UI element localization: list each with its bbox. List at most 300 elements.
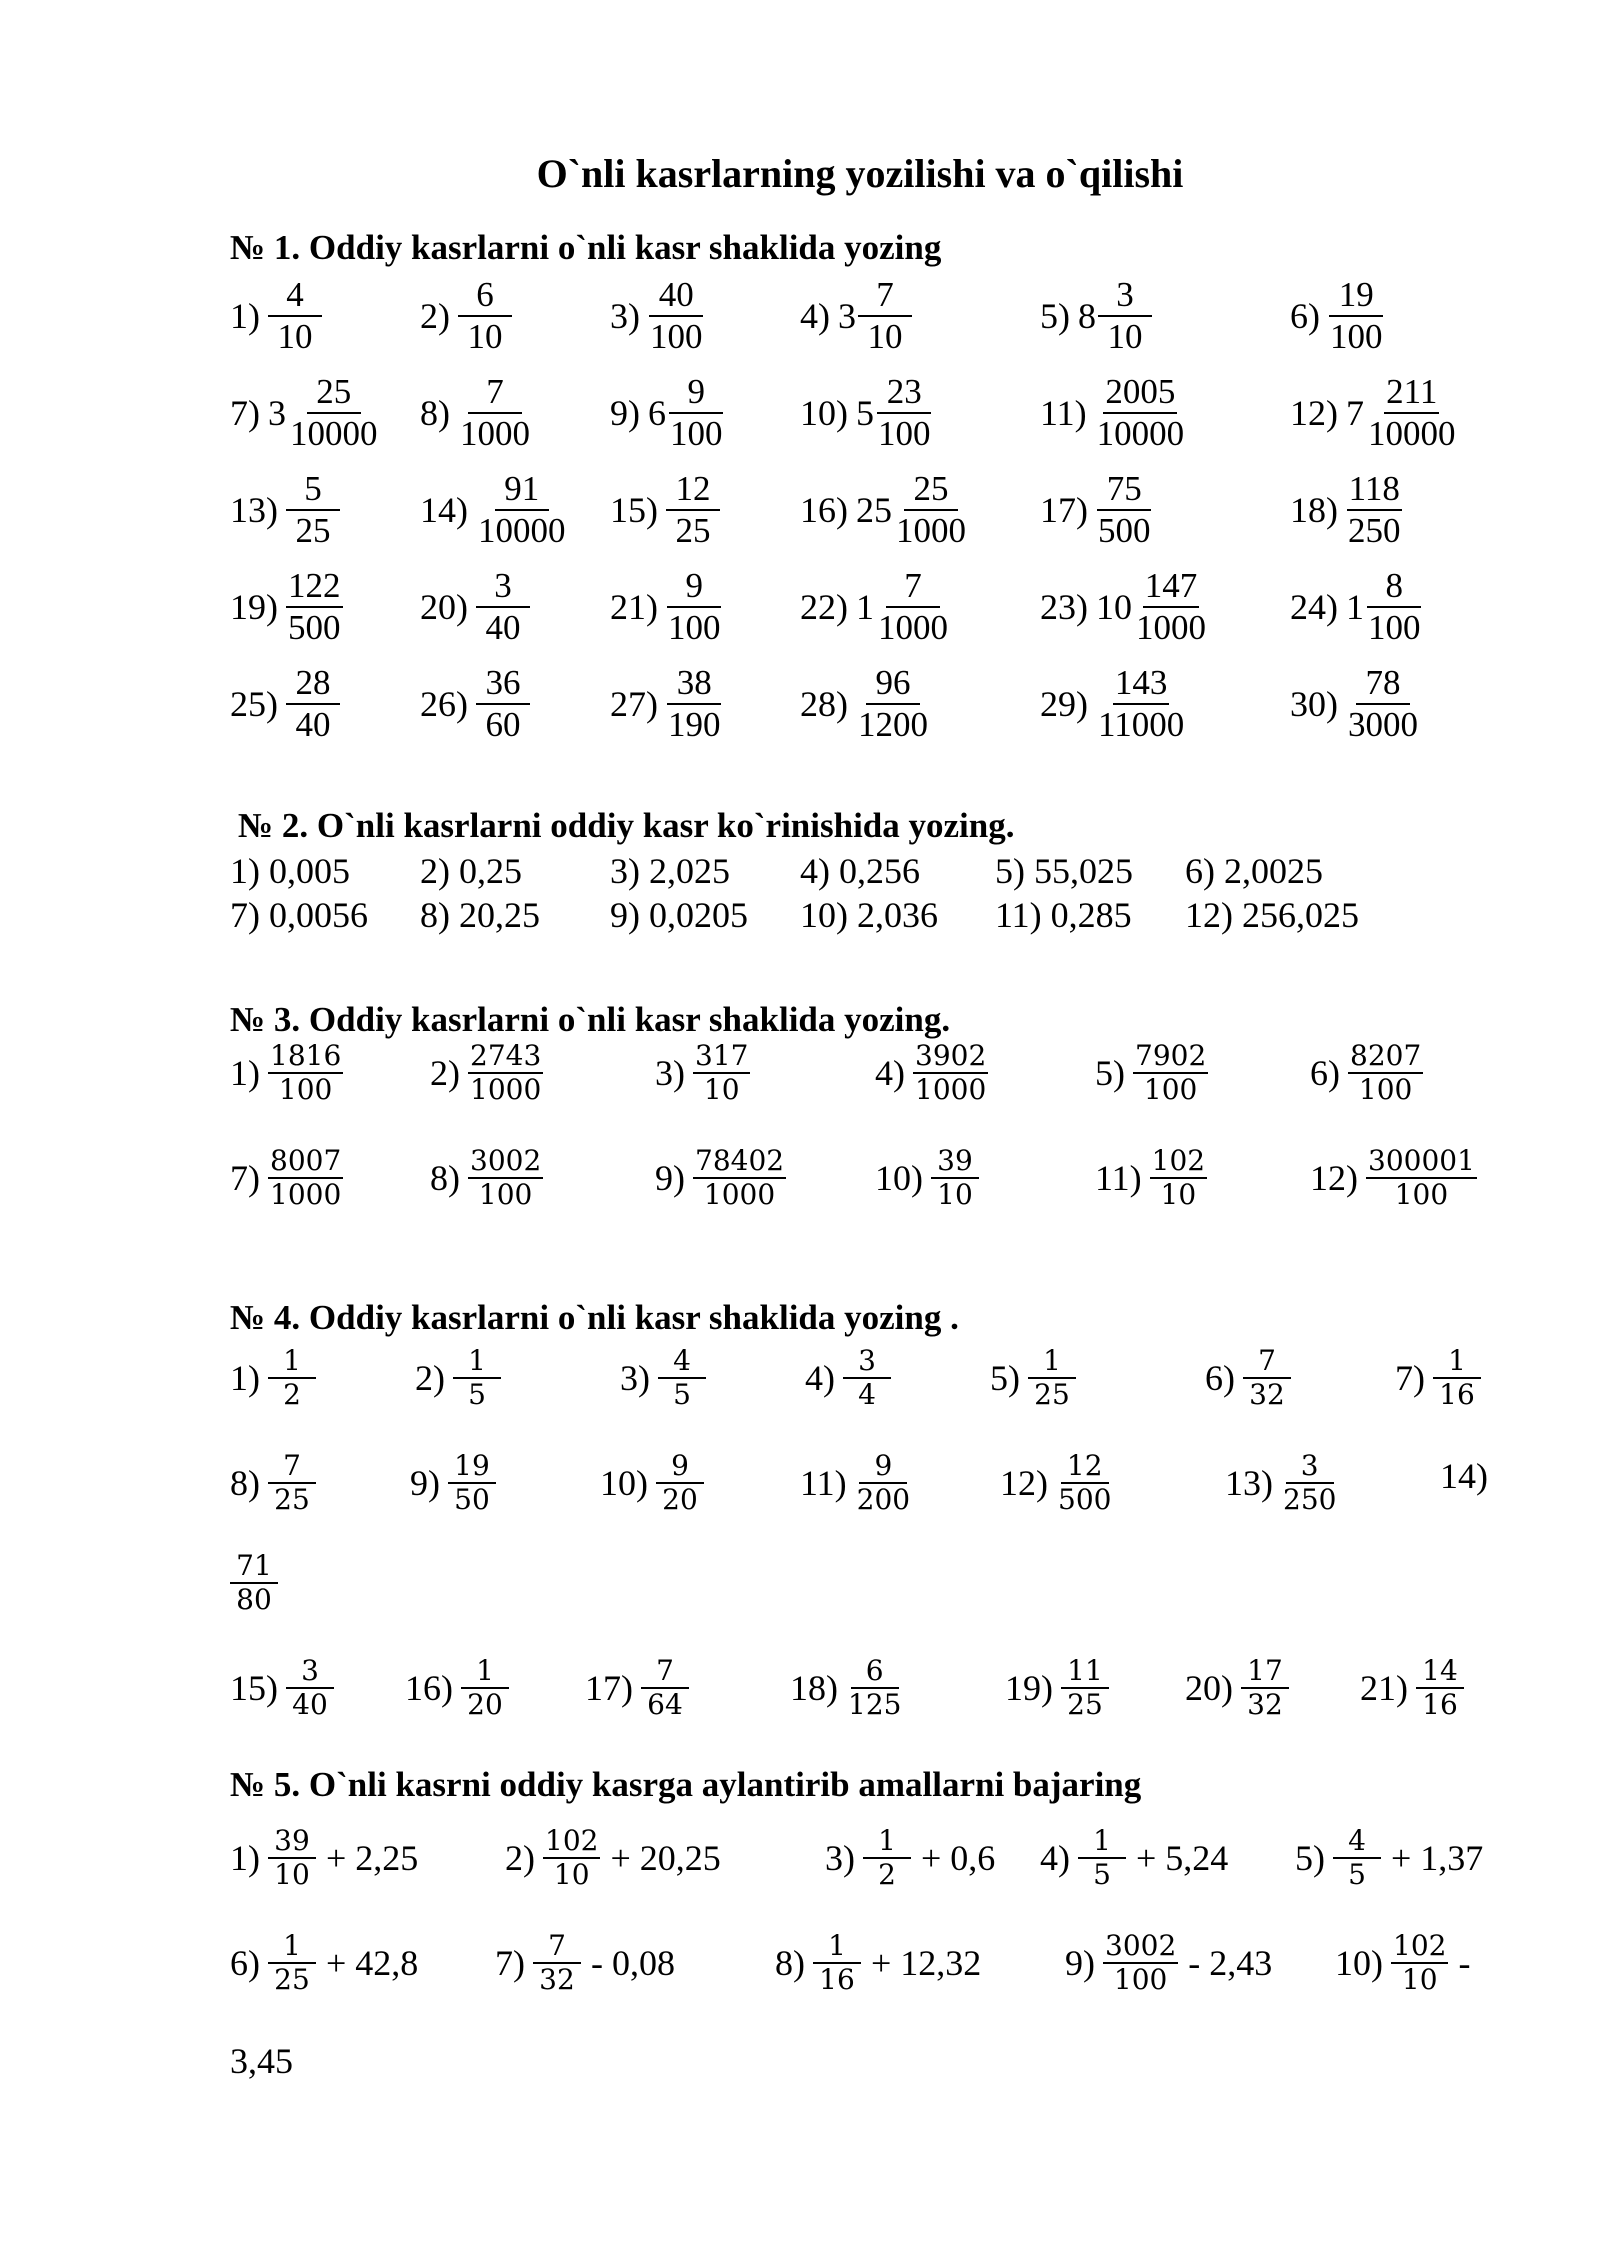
fraction: [1366, 1145, 1477, 1211]
denominator: 40: [295, 705, 331, 745]
numerator: 1: [1028, 1345, 1076, 1379]
item-number: 9): [1065, 1943, 1095, 1984]
item-number: 5): [1295, 1838, 1325, 1879]
item-number: 20): [420, 587, 468, 628]
fraction: [268, 1145, 343, 1211]
fraction: [268, 1450, 316, 1516]
item-number: 1): [230, 1053, 260, 1094]
exercise-item: [1205, 1345, 1291, 1411]
exercise-item: [875, 1040, 988, 1106]
denominator: 5: [468, 1378, 486, 1412]
item-number: 6): [1290, 296, 1320, 337]
decimal-item: 5) 55,025: [995, 851, 1133, 891]
denominator: 16: [1422, 1688, 1458, 1722]
operation: - 2,43: [1188, 1943, 1273, 1984]
fraction: [476, 566, 530, 649]
fraction: [476, 663, 530, 746]
denominator: 3000: [1348, 705, 1418, 745]
item-number: 13): [1225, 1463, 1273, 1504]
numerator: 40: [649, 275, 703, 317]
numerator: 143: [1113, 663, 1170, 705]
item-number: 20): [1185, 1668, 1233, 1709]
denominator: 25: [295, 511, 331, 551]
exercise-item: [1290, 275, 1385, 358]
exercise-item: [800, 372, 933, 455]
exercise-item: [495, 1930, 675, 1996]
numerator: 78: [1356, 663, 1410, 705]
exercise-item: [800, 1450, 912, 1516]
fraction: [856, 663, 930, 746]
denominator: 20: [662, 1483, 698, 1517]
fraction: [458, 372, 532, 455]
item-number: 27): [610, 684, 658, 725]
numerator: 3002: [1103, 1930, 1178, 1964]
numerator: 6: [851, 1655, 899, 1689]
fraction: [448, 1450, 496, 1516]
operation: -: [1458, 1943, 1471, 1984]
exercise-item: [230, 566, 343, 649]
fraction: [286, 566, 343, 649]
denominator: 10000: [1096, 414, 1185, 454]
fraction: [1281, 1450, 1338, 1516]
item-number: 21): [610, 587, 658, 628]
operation: + 1,37: [1391, 1838, 1484, 1879]
item-number: 15): [230, 1668, 278, 1709]
exercise-item: [1290, 372, 1458, 455]
exercise-item: [1225, 1450, 1338, 1516]
exercise-item: [585, 1655, 689, 1721]
numerator: 7: [468, 372, 522, 414]
fraction: [656, 1450, 704, 1516]
numerator: 3002: [468, 1145, 543, 1179]
numerator: 1: [453, 1345, 501, 1379]
fraction: [846, 1655, 903, 1721]
fraction: [453, 1345, 501, 1411]
denominator: 25: [1034, 1378, 1070, 1412]
denominator: 5: [1093, 1858, 1111, 1892]
denominator: 250: [1348, 511, 1401, 551]
fraction: [543, 1825, 600, 1891]
decimal-item: 4) 0,256: [800, 851, 920, 891]
item-number: 12): [1290, 393, 1338, 434]
item-number: 7): [230, 1158, 260, 1199]
denominator: 10: [1107, 317, 1143, 357]
item-number: 15): [610, 490, 658, 531]
item-number: 7): [495, 1943, 525, 1984]
item-number: 3): [620, 1358, 650, 1399]
item-number: 10): [800, 393, 848, 434]
decimal-item: 2) 0,25: [420, 851, 522, 891]
fraction: [876, 566, 950, 649]
exercise-item: [230, 1930, 418, 1996]
denominator: 16: [1439, 1378, 1475, 1412]
fraction: [1028, 1345, 1076, 1411]
denominator: 500: [288, 608, 341, 648]
item-number: 10): [600, 1463, 648, 1504]
numerator: 7: [268, 1450, 316, 1484]
denominator: 100: [650, 317, 703, 357]
denominator: 100: [1113, 1963, 1168, 1997]
exercise-item: [230, 663, 340, 746]
item-number: 16): [405, 1668, 453, 1709]
fraction: [230, 1550, 278, 1616]
numerator: 12: [666, 469, 720, 511]
denominator: 1000: [915, 1073, 987, 1107]
whole-part: 5: [856, 393, 874, 434]
fraction: [533, 1930, 581, 1996]
fraction: [693, 1145, 786, 1211]
item-number: 3): [610, 296, 640, 337]
item-number: 5): [1040, 296, 1070, 337]
denominator: 1200: [858, 705, 928, 745]
fraction: [268, 1825, 316, 1891]
item-number: 12): [1310, 1158, 1358, 1199]
item-number: 22): [800, 587, 848, 628]
denominator: 100: [1358, 1073, 1413, 1107]
item-number: 4): [800, 296, 830, 337]
denominator: 20: [467, 1688, 503, 1722]
whole-part: 10: [1096, 587, 1132, 628]
exercise-item: [610, 566, 723, 649]
whole-part: 3: [838, 296, 856, 337]
numerator: 5: [286, 469, 340, 511]
numerator: 7: [886, 566, 940, 608]
exercise-item: [790, 1655, 903, 1721]
denominator: 500: [1058, 1483, 1112, 1517]
item-number: 14): [1440, 1456, 1488, 1496]
numerator: 1: [461, 1655, 509, 1689]
item-number: 29): [1040, 684, 1088, 725]
fraction: [1098, 275, 1152, 358]
numerator: 3902: [913, 1040, 988, 1074]
fraction: [1366, 372, 1458, 455]
numerator: 300001: [1366, 1145, 1477, 1179]
numerator: 1: [1433, 1345, 1481, 1379]
exercise-item: [655, 1040, 750, 1106]
item-number: 28): [800, 684, 848, 725]
fraction: [693, 1040, 750, 1106]
exercise-item: [230, 1145, 343, 1211]
numerator: 7902: [1133, 1040, 1208, 1074]
denominator: 25: [675, 511, 711, 551]
denominator: 10: [467, 317, 503, 357]
item-number: 11): [1095, 1158, 1142, 1199]
numerator: 7: [1243, 1345, 1291, 1379]
numerator: 8207: [1348, 1040, 1423, 1074]
numerator: 1: [863, 1825, 911, 1859]
numerator: 96: [866, 663, 920, 705]
denominator: 1000: [470, 1073, 542, 1107]
denominator: 2: [283, 1378, 301, 1412]
numerator: 9: [656, 1450, 704, 1484]
exercise-item: [1000, 1450, 1113, 1516]
fraction: [876, 372, 933, 455]
exercise-item: [230, 1450, 316, 1516]
item-number: 8): [420, 393, 450, 434]
fraction: [1328, 275, 1385, 358]
denominator: 190: [668, 705, 721, 745]
exercise-item: [1295, 1825, 1483, 1891]
numerator: 17: [1241, 1655, 1289, 1689]
fraction: [666, 566, 723, 649]
fraction: [1346, 469, 1403, 552]
decimal-item: 3) 2,025: [610, 851, 730, 891]
exercise-item: [230, 1825, 418, 1891]
item-number: 4): [1040, 1838, 1070, 1879]
fraction: [1243, 1345, 1291, 1411]
exercise-item: [1290, 469, 1403, 552]
numerator: 8007: [268, 1145, 343, 1179]
exercise-item: [775, 1930, 981, 1996]
exercise-item: [420, 275, 512, 358]
exercise-item: [800, 469, 968, 552]
exercise-item: [1290, 566, 1423, 649]
fraction: [268, 1345, 316, 1411]
fraction: [268, 1930, 316, 1996]
exercise-item: [610, 275, 705, 358]
operation: + 12,32: [871, 1943, 982, 1984]
item-number: 6): [230, 1943, 260, 1984]
decimal-item: 10) 2,036: [800, 895, 938, 935]
fraction: [813, 1930, 861, 1996]
fraction: [286, 1655, 334, 1721]
fraction: [1061, 1655, 1109, 1721]
section-5-heading: № 5. O`nli kasrni oddiy kasrga aylantirib amallarni bajaring: [230, 1765, 1142, 1804]
exercise-item: [1335, 1930, 1470, 1996]
exercise-item: [800, 566, 950, 649]
denominator: 10: [277, 317, 313, 357]
numerator: 38: [667, 663, 721, 705]
denominator: 125: [848, 1688, 902, 1722]
numerator: 3: [1286, 1450, 1334, 1484]
denominator: 64: [647, 1688, 683, 1722]
item-number: 21): [1360, 1668, 1408, 1709]
item-number: 11): [1040, 393, 1087, 434]
denominator: 50: [454, 1483, 490, 1517]
denominator: 100: [1143, 1073, 1198, 1107]
numerator: 2743: [468, 1040, 543, 1074]
numerator: 91: [495, 469, 549, 511]
numerator: 6: [458, 275, 512, 317]
operation: + 5,24: [1136, 1838, 1229, 1879]
item-number: 30): [1290, 684, 1338, 725]
denominator: 40: [292, 1688, 328, 1722]
numerator: 3: [1098, 275, 1152, 317]
whole-part: 1: [856, 587, 874, 628]
numerator: 102: [1150, 1145, 1207, 1179]
exercise-item: [620, 1345, 706, 1411]
numerator: 317: [693, 1040, 750, 1074]
denominator: 100: [1368, 608, 1421, 648]
item-number: 5): [1095, 1053, 1125, 1094]
numerator: 28: [286, 663, 340, 705]
exercise-item: [1040, 1825, 1228, 1891]
item-number: 25): [230, 684, 278, 725]
exercise-item: [415, 1345, 501, 1411]
section-4-heading: № 4. Oddiy kasrlarni o`nli kasr shaklida yozing .: [230, 1298, 959, 1337]
page-title: O`nli kasrlarning yozilishi va o`qilishi: [536, 151, 1184, 196]
exercise-item: [230, 1040, 343, 1106]
denominator: 1000: [1136, 608, 1206, 648]
operation: + 0,6: [921, 1838, 996, 1879]
fraction: [913, 1040, 988, 1106]
fraction: [863, 1825, 911, 1891]
exercise-item: [1065, 1930, 1272, 1996]
denominator: 100: [478, 1178, 533, 1212]
numerator: 78402: [693, 1145, 786, 1179]
exercise-item: [230, 1655, 334, 1721]
whole-part: 1: [1346, 587, 1364, 628]
exercise-item: [800, 275, 912, 358]
denominator: 25: [274, 1963, 310, 1997]
exercise-item: [230, 372, 380, 455]
item-number: 2): [505, 1838, 535, 1879]
exercise-item: [990, 1345, 1076, 1411]
exercise-item: [230, 1345, 316, 1411]
numerator: 211: [1384, 372, 1439, 414]
exercise-item: [1095, 1145, 1207, 1211]
exercise-item: [430, 1145, 543, 1211]
item-number: 19): [1005, 1668, 1053, 1709]
numerator: 102: [543, 1825, 600, 1859]
denominator: 10: [937, 1178, 973, 1212]
denominator: 250: [1283, 1483, 1337, 1517]
exercise-item: [230, 469, 340, 552]
denominator: 80: [236, 1583, 272, 1617]
denominator: 10: [703, 1073, 740, 1107]
fraction: [288, 372, 380, 455]
numerator: 3: [843, 1345, 891, 1379]
numerator: 3: [286, 1655, 334, 1689]
numerator: 147: [1143, 566, 1200, 608]
exercise-item: [1005, 1655, 1109, 1721]
denominator: 100: [670, 414, 723, 454]
denominator: 32: [539, 1963, 575, 1997]
numerator: 25: [307, 372, 361, 414]
item-number: 9): [610, 393, 640, 434]
denominator: 200: [856, 1483, 911, 1517]
exercise-item: [410, 1450, 496, 1516]
item-number: 2): [420, 296, 450, 337]
fraction: [1095, 372, 1187, 455]
decimal-item: 6) 2,0025: [1185, 851, 1323, 891]
item-number: 19): [230, 587, 278, 628]
item-number: 9): [410, 1463, 440, 1504]
fraction: [1056, 1450, 1113, 1516]
numerator: 7: [641, 1655, 689, 1689]
numerator: 9: [667, 566, 721, 608]
fraction: [666, 469, 720, 552]
fraction: [1096, 469, 1153, 552]
numerator: 39: [931, 1145, 979, 1179]
denominator: 10: [553, 1858, 590, 1892]
fraction: [286, 469, 340, 552]
item-number: 23): [1040, 587, 1088, 628]
exercise-item: [230, 1550, 278, 1616]
denominator: 2: [878, 1858, 896, 1892]
exercise-5-tail: 3,45: [230, 2041, 293, 2081]
fraction: [468, 1040, 543, 1106]
item-number: 11): [800, 1463, 847, 1504]
numerator: 4: [658, 1345, 706, 1379]
item-number: 16): [800, 490, 848, 531]
exercise-item: [420, 372, 532, 455]
item-number: 2): [430, 1053, 460, 1094]
denominator: 100: [878, 414, 931, 454]
denominator: 100: [278, 1073, 333, 1107]
denominator: 1000: [460, 414, 530, 454]
numerator: 12: [1061, 1450, 1109, 1484]
exercise-item: [1040, 663, 1186, 746]
denominator: 40: [485, 608, 521, 648]
exercise-item: [405, 1655, 509, 1721]
denominator: 10000: [290, 414, 378, 454]
exercise-item: [800, 663, 930, 746]
denominator: 1000: [703, 1178, 776, 1212]
numerator: 1816: [268, 1040, 343, 1074]
fraction: [641, 1655, 689, 1721]
exercise-item: [1440, 1455, 1496, 1497]
numerator: 8: [1367, 566, 1421, 608]
section-2-heading: № 2. O`nli kasrlarni oddiy kasr ko`rinishida yozing.: [238, 806, 1015, 845]
fraction: [1150, 1145, 1207, 1211]
item-number: 2): [415, 1358, 445, 1399]
fraction: [858, 275, 912, 358]
whole-part: 6: [648, 393, 666, 434]
operation: + 42,8: [326, 1943, 419, 1984]
fraction: [286, 663, 340, 746]
item-number: 3): [825, 1838, 855, 1879]
item-number: 3): [655, 1053, 685, 1094]
whole-part: 8: [1078, 296, 1096, 337]
exercise-item: [505, 1825, 721, 1891]
exercise-item: [875, 1145, 979, 1211]
numerator: 1: [813, 1930, 861, 1964]
fraction: [648, 275, 705, 358]
decimal-item: 9) 0,0205: [610, 895, 748, 935]
numerator: 4: [1333, 1825, 1381, 1859]
numerator: 7: [533, 1930, 581, 1964]
exercise-item: [1040, 372, 1186, 455]
fraction: [843, 1345, 891, 1411]
exercise-item: [1290, 663, 1420, 746]
fraction: [458, 275, 512, 358]
numerator: 23: [877, 372, 931, 414]
numerator: 2005: [1103, 372, 1177, 414]
fraction: [1133, 1040, 1208, 1106]
exercise-item: [1040, 469, 1153, 552]
fraction: [1348, 1040, 1423, 1106]
denominator: 32: [1249, 1378, 1285, 1412]
numerator: 122: [286, 566, 343, 608]
decimal-item: 11) 0,285: [995, 895, 1132, 935]
numerator: 1: [268, 1930, 316, 1964]
fraction: [268, 275, 322, 358]
fraction: [666, 663, 723, 746]
denominator: 32: [1247, 1688, 1283, 1722]
item-number: 10): [875, 1158, 923, 1199]
exercise-item: [1395, 1345, 1481, 1411]
numerator: 71: [230, 1550, 278, 1584]
whole-part: 3: [268, 393, 286, 434]
decimal-item: 8) 20,25: [420, 895, 540, 935]
fraction: [1433, 1345, 1481, 1411]
item-number: 9): [655, 1158, 685, 1199]
denominator: 100: [1394, 1178, 1449, 1212]
decimal-item: 7) 0,0056: [230, 895, 368, 935]
item-number: 7): [230, 393, 260, 434]
item-number: 7): [1395, 1358, 1425, 1399]
